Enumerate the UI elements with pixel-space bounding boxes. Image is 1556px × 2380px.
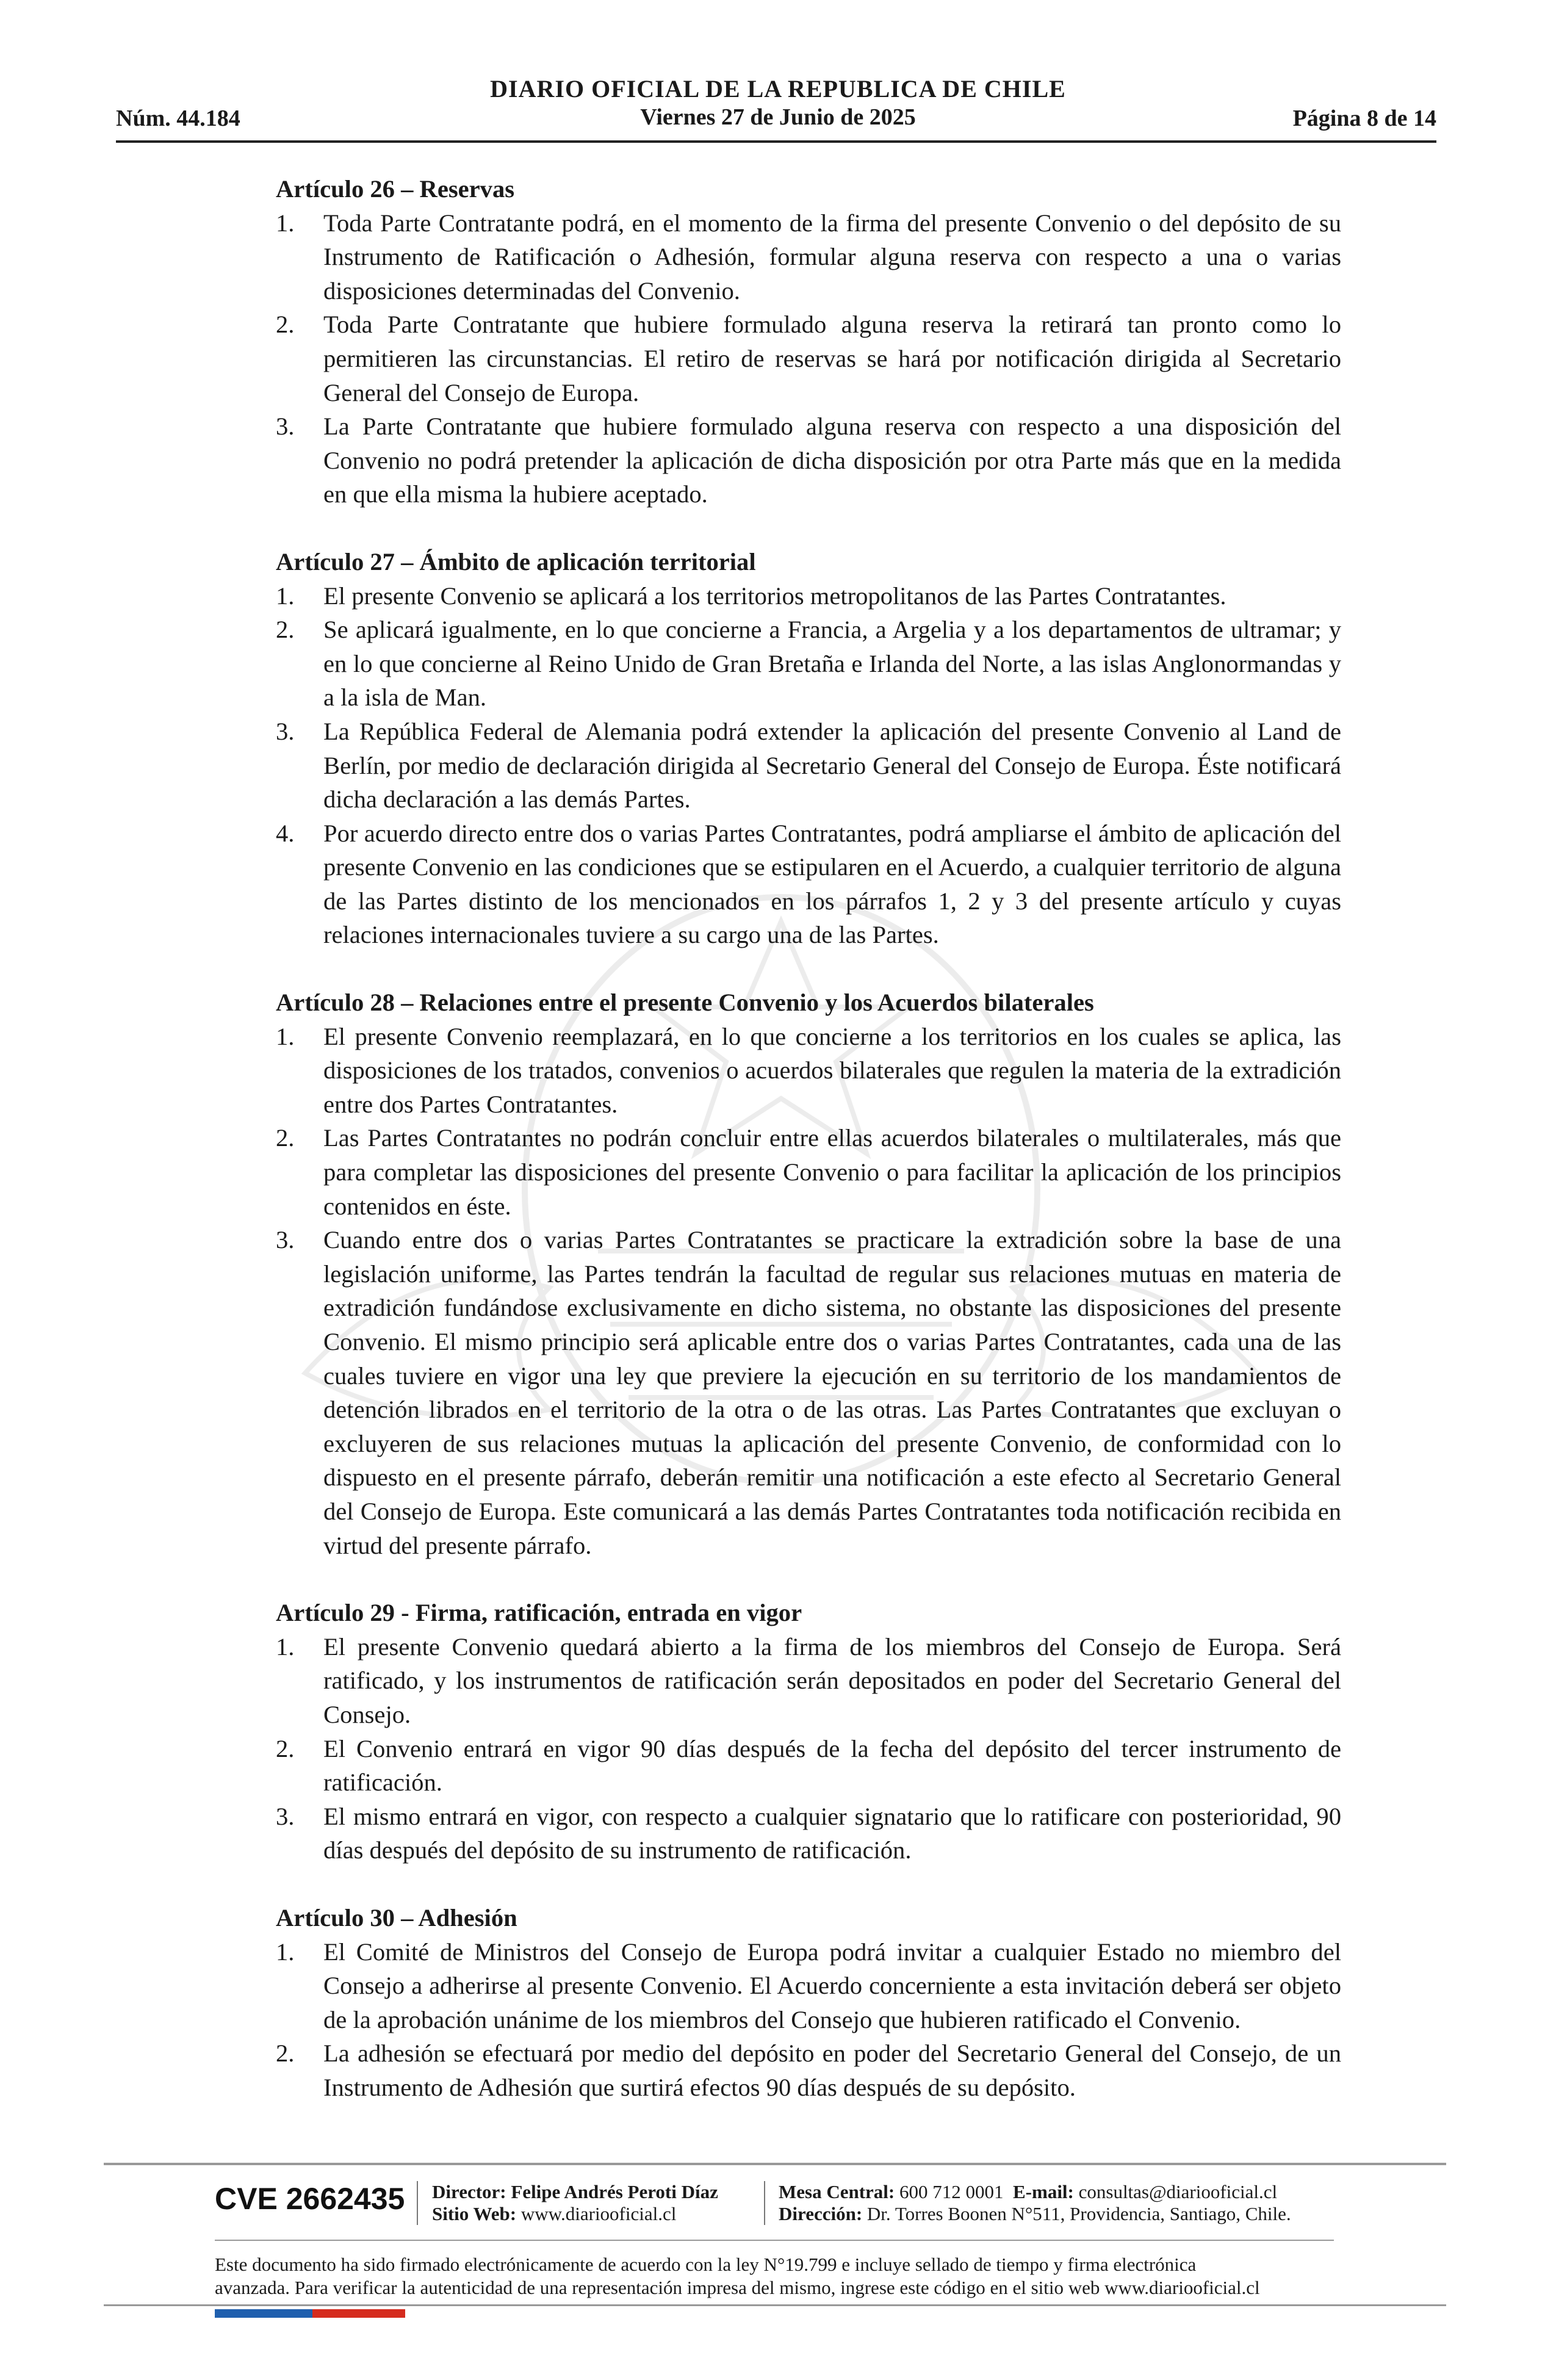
list-item — [276, 1935, 1341, 2037]
website-label: Sitio Web: — [432, 2203, 517, 2224]
item-number: 1. — [276, 582, 295, 610]
header-divider — [116, 140, 1436, 143]
list-item — [276, 1223, 1341, 1562]
footer-separator — [417, 2181, 418, 2225]
article-heading: Artículo 30 – Adhesión — [276, 1903, 517, 1931]
issue-number: Núm. 44.184 — [116, 106, 240, 131]
item-number: 1. — [276, 209, 295, 237]
list-item — [276, 579, 1341, 613]
footer-divider-top — [104, 2163, 1446, 2165]
contact-line — [779, 2181, 1291, 2203]
item-number: 1. — [276, 1632, 295, 1661]
list-item — [276, 1630, 1341, 1732]
item-text: Por acuerdo directo entre dos o varias Partes Contratantes, podrá ampliarse el ámbito de aplicación del presente Convenio en las condiciones que se estipularen en el Acuerdo, a cualquier territorio de alguna de las Partes distinto de los mencionados en los párrafos 1, 2 y 3 del presente artículo y cuyas relaciones internacionales tuviere a su cargo una de las Partes. — [323, 819, 1341, 949]
address-line — [779, 2203, 1291, 2225]
issue-date: Viernes 27 de Junio de 2025 — [640, 104, 916, 130]
item-number: 2. — [276, 311, 295, 339]
email-link[interactable]: consultas@diariooficial.cl — [1078, 2181, 1278, 2202]
flag-stripe-red — [312, 2309, 405, 2318]
item-number: 4. — [276, 819, 295, 847]
item-number: 3. — [276, 1802, 295, 1830]
list-item — [276, 308, 1341, 409]
list-item — [276, 409, 1341, 511]
item-text: El Comité de Ministros del Consejo de Europa podrá invitar a cualquier Estado no miembro del Consejo a adherirse al presente Convenio. El Acuerdo concerniente a esta invitación deberá ser objeto de la aprobación unánime de los miembros del Consejo que hubieren ratificado el Convenio. — [323, 1938, 1341, 2033]
item-number: 2. — [276, 1734, 295, 1762]
list-item — [276, 1020, 1341, 1122]
item-number: 3. — [276, 413, 295, 441]
item-number: 2. — [276, 2039, 295, 2068]
list-item — [276, 613, 1341, 715]
article-28 — [276, 986, 1341, 1562]
footer-divider-mid — [215, 2240, 1334, 2241]
article-30 — [276, 1901, 1341, 2105]
list-item — [276, 206, 1341, 308]
phone-label: Mesa Central: — [779, 2181, 895, 2202]
item-number: 3. — [276, 717, 295, 745]
item-text: Se aplicará igualmente, en lo que concierne a Francia, a Argelia y a los departamentos de ultramar; y en lo que concierne al Reino Unido de Gran Bretaña e Irlanda del Norte, a las islas Anglonormandas y a la isla de Man. — [323, 616, 1341, 712]
website-line — [432, 2203, 718, 2225]
article-27 — [276, 545, 1341, 952]
list-item — [276, 817, 1341, 952]
item-text: El presente Convenio quedará abierto a la firma de los miembros del Consejo de Europa. Será ratificado, y los instrumentos de ratificación serán depositados en poder del Secretario General del Consejo. — [323, 1632, 1341, 1728]
footer-contact-block — [779, 2181, 1291, 2225]
item-number: 1. — [276, 1022, 295, 1050]
address-label: Dirección: — [779, 2203, 863, 2224]
article-heading: Artículo 26 – Reservas — [276, 175, 515, 203]
website-link[interactable]: www.diariooficial.cl — [520, 2203, 677, 2224]
director-label: Director: — [432, 2181, 506, 2202]
item-text: La Parte Contratante que hubiere formulado alguna reserva con respecto a una disposición del Convenio no podrá pretender la aplicación de dicha disposición por otra Parte más que en la medida en que ella misma la hubiere aceptado. — [323, 413, 1341, 508]
item-text: La República Federal de Alemania podrá extender la aplicación del presente Convenio al Land de Berlín, por medio de declaración dirigida al Secretario General del Consejo de Europa. Éste notificará dicha declaración a las demás Partes. — [323, 717, 1341, 813]
item-text: El presente Convenio reemplazará, en lo que concierne a los territorios en los cuales se aplica, las disposiciones de los tratados, convenios o acuerdos bilaterales que regulen la materia de la extradición entre dos Partes Contratantes. — [323, 1022, 1341, 1118]
item-text: El Convenio entrará en vigor 90 días después de la fecha del depósito del tercer instrumento de ratificación. — [323, 1734, 1341, 1797]
item-text: Toda Parte Contratante podrá, en el momento de la firma del presente Convenio o del depósito de su Instrumento de Ratificación o Adhesión, formular alguna reserva con respecto a una o varias disposiciones determinadas del Convenio. — [323, 209, 1341, 305]
legal-line: avanzada. Para verificar la autenticidad de una representación impresa del mismo, ingrese este código en el sitio web www.diariooficial.cl — [215, 2277, 1260, 2298]
item-number: 1. — [276, 1938, 295, 1966]
document-body — [276, 172, 1341, 2104]
flag-stripe-blue — [215, 2309, 312, 2318]
item-text: Toda Parte Contratante que hubiere formulado alguna reserva la retirará tan pronto como lo permitieren las circunstancias. El retiro de reservas se hará por notificación dirigida al Secretario General del Consejo de Europa. — [323, 311, 1341, 406]
address-value: Dr. Torres Boonen N°511, Providencia, Santiago, Chile. — [866, 2203, 1291, 2224]
list-item — [276, 1800, 1341, 1867]
item-text: El presente Convenio se aplicará a los territorios metropolitanos de las Partes Contratantes. — [323, 582, 1226, 610]
item-number: 3. — [276, 1226, 295, 1254]
list-item — [276, 715, 1341, 817]
item-number: 2. — [276, 616, 295, 644]
email-label: E-mail: — [1013, 2181, 1074, 2202]
list-item — [276, 2036, 1341, 2104]
item-text: Las Partes Contratantes no podrán concluir entre ellas acuerdos bilaterales o multilaterales, más que para completar las disposiciones del presente Convenio o para facilitar la aplicación de los principios contenidos en éste. — [323, 1124, 1341, 1220]
director-name: Felipe Andrés Peroti Díaz — [511, 2181, 718, 2202]
page-number: Página 8 de 14 — [1292, 106, 1436, 131]
list-item — [276, 1732, 1341, 1800]
article-heading: Artículo 27 – Ámbito de aplicación territorial — [276, 547, 756, 575]
item-text: La adhesión se efectuará por medio del depósito en poder del Secretario General del Consejo, de un Instrumento de Adhesión que surtirá efectos 90 días después de su depósito. — [323, 2039, 1341, 2101]
legal-notice — [215, 2253, 1374, 2299]
article-26 — [276, 172, 1341, 511]
director-line — [432, 2181, 718, 2203]
item-text: El mismo entrará en vigor, con respecto a cualquier signatario que lo ratificare con posterioridad, 90 días después del depósito de su instrumento de ratificación. — [323, 1802, 1341, 1864]
footer-director-block — [432, 2181, 718, 2225]
cve-code: CVE 2662435 — [215, 2182, 405, 2216]
article-29 — [276, 1596, 1341, 1867]
newspaper-title: DIARIO OFICIAL DE LA REPUBLICA DE CHILE — [490, 75, 1066, 103]
legal-line: Este documento ha sido firmado electrónicamente de acuerdo con la ley N°19.799 e incluye sellado de tiempo y firma electrónica — [215, 2254, 1197, 2275]
item-number: 2. — [276, 1124, 295, 1152]
article-heading: Artículo 28 – Relaciones entre el presente Convenio y los Acuerdos bilaterales — [276, 989, 1094, 1017]
footer-separator — [764, 2181, 765, 2225]
list-item — [276, 1121, 1341, 1223]
item-text: Cuando entre dos o varias Partes Contratantes se practicare la extradición sobre la base de una legislación uniforme, las Partes tendrán la facultad de regular sus relaciones mutuas en materia de extradición fundándose exclusivamente en dicho sistema, no obstante las disposiciones del presente Convenio. El mismo principio será aplicable entre dos o varias Partes Contratantes, cada una de las cuales tuviere en vigor una ley que previere la ejecución en su territorio de los mandamientos de detención librados en el territorio de la otra o de las otras. Las Partes Contratantes que excluyan o excluyeren de sus relaciones mutuas la aplicación del presente Convenio, de conformidad con lo dispuesto en el presente párrafo, deberán remitir una notificación a este efecto al Secretario General del Consejo de Europa. Este comunicará a las demás Partes Contratantes toda notificación recibida en virtud del presente párrafo. — [323, 1226, 1341, 1559]
footer-divider-bottom — [104, 2304, 1446, 2306]
phone-number: 600 712 0001 — [899, 2181, 1004, 2202]
article-heading: Artículo 29 - Firma, ratificación, entrada en vigor — [276, 1599, 802, 1627]
